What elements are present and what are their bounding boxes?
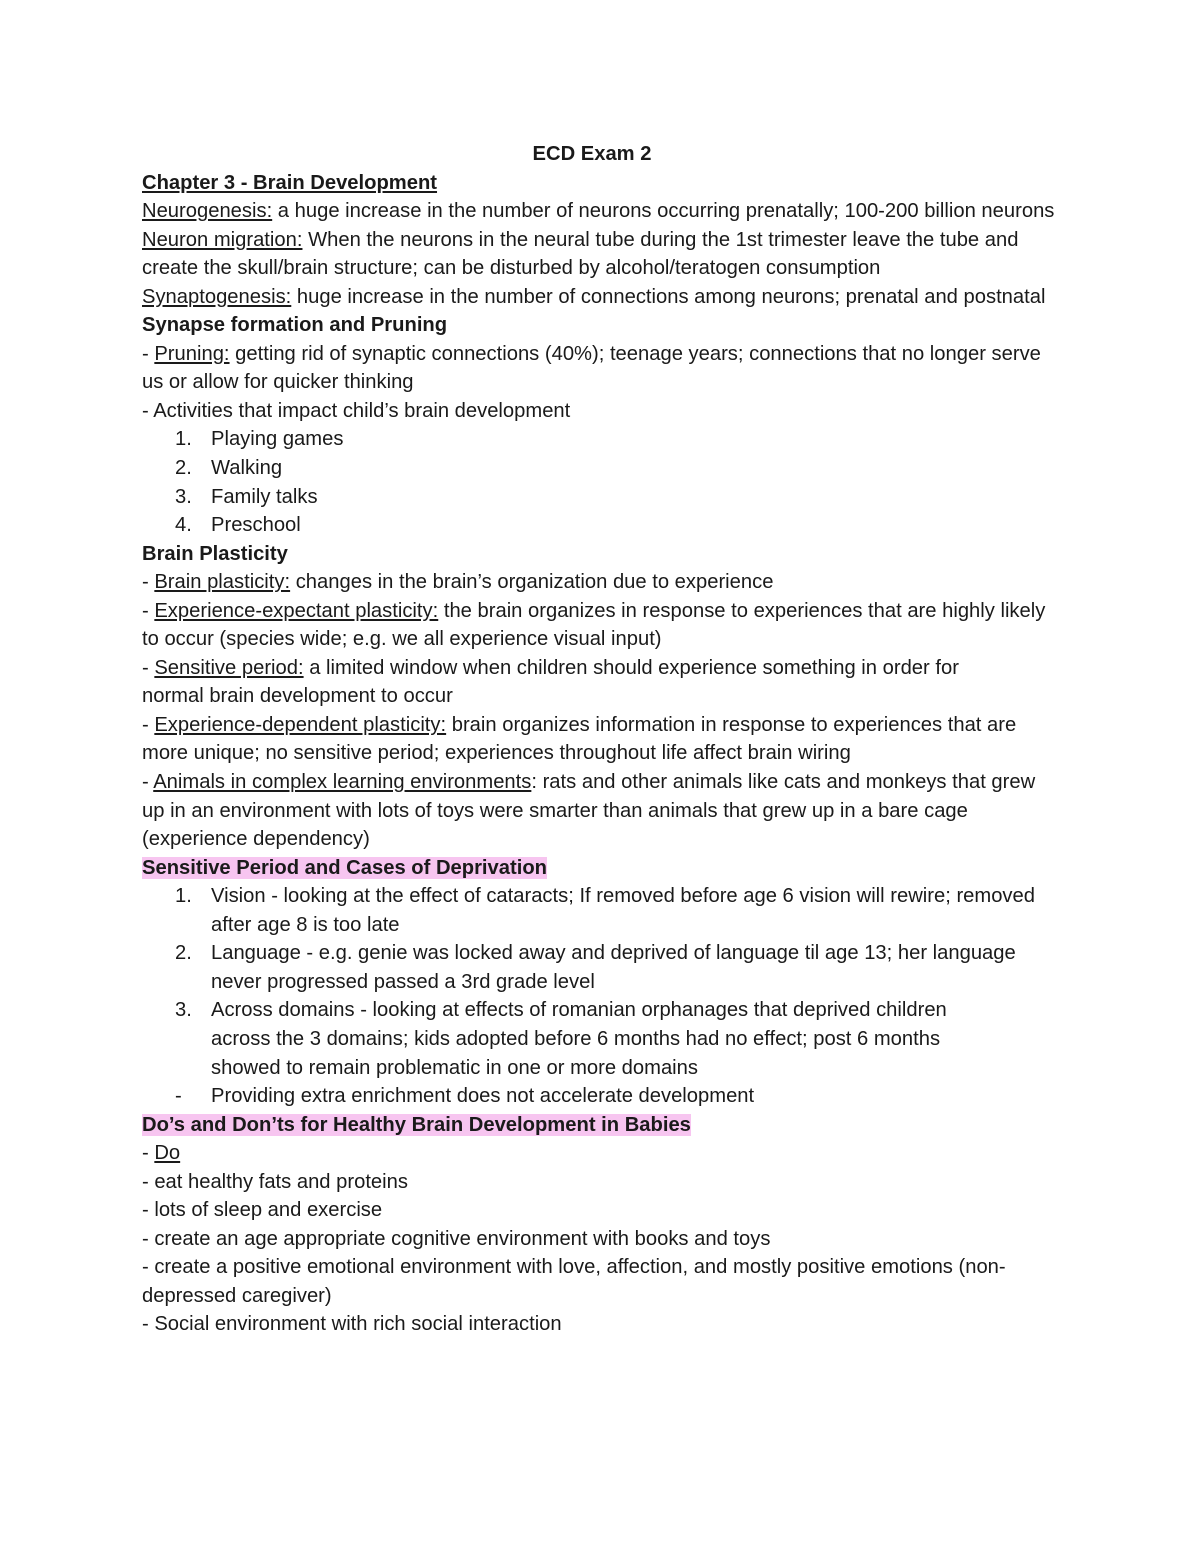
bullet-dash: - xyxy=(142,599,155,622)
plasticity-item xyxy=(142,654,992,711)
bullet-dash: - xyxy=(142,656,155,679)
list-item xyxy=(142,939,1062,996)
term-label: Experience-expectant plasticity: xyxy=(154,599,439,622)
term-label: Experience-dependent plasticity: xyxy=(154,713,447,736)
plasticity-item xyxy=(142,597,1062,654)
term-label: Brain plasticity: xyxy=(154,571,291,594)
bullet-dash: - xyxy=(142,771,154,794)
bullet-dash: - xyxy=(142,571,155,594)
plasticity-heading: Brain Plasticity xyxy=(142,542,288,565)
term-definition: the brain organizes in response to experiences that are highly likely to occur (species wide; e.g. we all experience visual input) xyxy=(142,599,1046,651)
term-label: Synaptogenesis: xyxy=(142,285,292,308)
plasticity-item xyxy=(142,568,1062,597)
highlighted-heading-text: Sensitive Period and Cases of Deprivation xyxy=(142,856,547,879)
list-number: - xyxy=(175,1085,182,1108)
bullet-dash: - xyxy=(142,1142,155,1165)
term-neuron-migration xyxy=(142,226,1062,283)
list-item xyxy=(142,511,1062,540)
list-text: Language - e.g. genie was locked away and deprived of language til age 13; her language never progressed passed a 3rd grade level xyxy=(211,942,1016,993)
term-definition: a limited window when children should experience something in order for normal brain development to occur xyxy=(142,656,959,708)
do-label-line xyxy=(142,1139,1062,1168)
bullet-dash: - xyxy=(142,342,155,365)
do-item: - eat healthy fats and proteins xyxy=(142,1170,408,1193)
list-text: Family talks xyxy=(211,485,318,508)
term-label: Sensitive period: xyxy=(154,656,304,679)
deprivation-heading xyxy=(142,854,1062,883)
do-item: - create a positive emotional environment with love, affection, and mostly positive emotions (non-depressed caregiver) xyxy=(142,1256,1006,1307)
list-text: Walking xyxy=(211,457,283,480)
do-item: - create an age appropriate cognitive environment with books and toys xyxy=(142,1227,771,1250)
highlighted-heading-text: Do’s and Don’ts for Healthy Brain Development in Babies xyxy=(142,1113,691,1136)
list-number: 2. xyxy=(175,942,192,965)
list-number: 1. xyxy=(175,428,192,451)
chapter-heading: Chapter 3 - Brain Development xyxy=(142,171,438,194)
list-text: Playing games xyxy=(211,428,344,451)
term-label: Neurogenesis: xyxy=(142,200,273,223)
do-label: Do xyxy=(154,1142,181,1165)
term-definition: brain organizes information in response to experiences that are more unique; no sensitive period; experiences throughout life affect brain wiring xyxy=(142,713,1017,765)
list-item xyxy=(142,425,1062,454)
term-definition: When the neurons in the neural tube during the 1st trimester leave the tube and create the skull/brain structure; can be disturbed by alcohol/teratogen consumption xyxy=(142,228,1019,280)
list-text: Across domains - looking at effects of romanian orphanages that deprived children across the 3 domains; kids adopted before 6 months had no effect; post 6 months showed to remain problematic in one or more domains xyxy=(211,999,947,1079)
plasticity-item xyxy=(142,768,1062,854)
activities-list xyxy=(142,425,1062,539)
term-definition: changes in the brain’s organization due to experience xyxy=(290,571,774,594)
list-item xyxy=(142,454,1062,483)
term-definition: a huge increase in the number of neurons occurring prenatally; 100-200 billion neurons xyxy=(272,200,1055,223)
term-synaptogenesis xyxy=(142,283,1062,312)
synapse-heading: Synapse formation and Pruning xyxy=(142,314,448,337)
list-number: 2. xyxy=(175,457,192,480)
plasticity-item xyxy=(142,711,1062,768)
dos-donts-heading xyxy=(142,1111,1062,1140)
term-definition: getting rid of synaptic connections (40%); teenage years; connections that no longer serve us or allow for quicker thinking xyxy=(142,342,1041,394)
bullet-dash: - xyxy=(142,713,155,736)
deprivation-list xyxy=(142,882,1062,1110)
do-item: - Social environment with rich social interaction xyxy=(142,1313,562,1336)
list-item xyxy=(142,1082,1062,1111)
term-definition: huge increase in the number of connections among neurons; prenatal and postnatal xyxy=(291,285,1046,308)
term-label: Neuron migration: xyxy=(142,228,303,251)
list-item xyxy=(142,996,1062,1082)
document-title: ECD Exam 2 xyxy=(532,143,652,165)
document-page xyxy=(142,140,1062,1339)
activities-intro: - Activities that impact child’s brain development xyxy=(142,399,571,422)
list-text: Preschool xyxy=(211,514,301,537)
list-item xyxy=(142,483,1062,512)
term-label: Animals in complex learning environments xyxy=(153,771,532,794)
do-item: - lots of sleep and exercise xyxy=(142,1199,383,1222)
pruning-item xyxy=(142,340,1062,397)
term-neurogenesis xyxy=(142,197,1062,226)
term-definition: : rats and other animals like cats and monkeys that grew up in an environment with lots of toys were smarter than animals that grew up in a bare cage (experience dependency) xyxy=(142,771,1036,851)
term-label: Pruning: xyxy=(154,342,230,365)
list-number: 3. xyxy=(175,485,192,508)
list-number: 3. xyxy=(175,999,192,1022)
list-text: Providing extra enrichment does not accelerate development xyxy=(211,1085,755,1108)
list-number: 1. xyxy=(175,885,192,908)
list-number: 4. xyxy=(175,514,192,537)
list-item xyxy=(142,882,1062,939)
list-text: Vision - looking at the effect of cataracts; If removed before age 6 vision will rewire; removed after age 8 is too late xyxy=(211,885,1035,936)
